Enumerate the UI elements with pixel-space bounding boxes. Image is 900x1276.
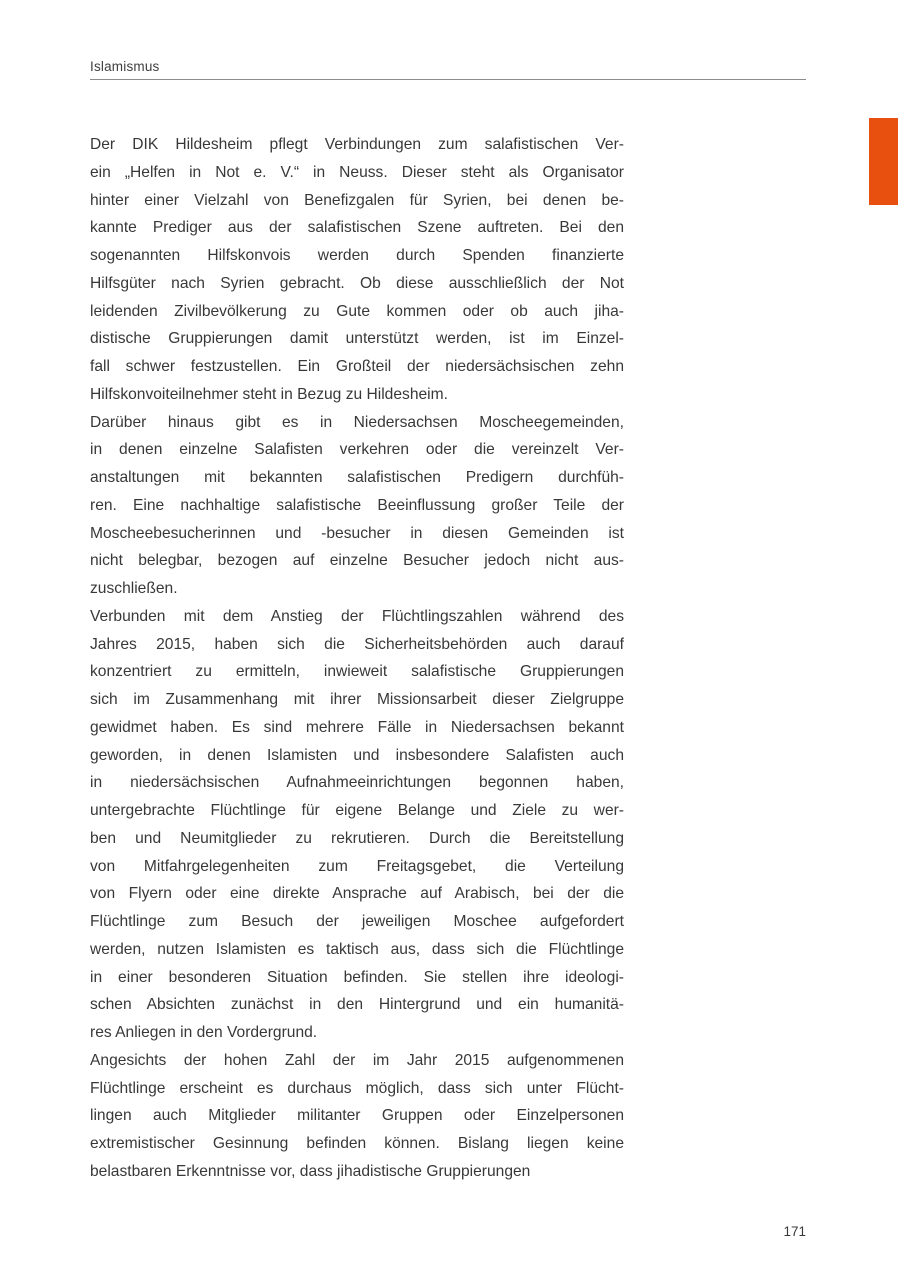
text-line: Verbunden mit dem Anstieg der Flüchtlingszahlen während des [90, 607, 624, 625]
text-line: von Flyern oder eine direkte Ansprache auf Arabisch, bei der die [90, 885, 624, 903]
chapter-tab-marker [869, 118, 898, 205]
text-line: Der DIK Hildesheim pflegt Verbindungen zum salafistischen Ver- [90, 136, 624, 153]
text-line: sich im Zusammenhang mit ihrer Missionsarbeit dieser Zielgruppe [90, 691, 624, 708]
text-line: hinter einer Vielzahl von Benefizgalen für Syrien, bei denen be- [90, 191, 624, 209]
text-line: ben und Neumitglieder zu rekrutieren. Durch die Bereitstellung [90, 829, 624, 847]
text-line: Moscheebesucherinnen und -besucher in diesen Gemeinden ist [90, 524, 624, 542]
running-header: Islamismus [90, 59, 160, 74]
text-line: belastbaren Erkenntnisse vor, dass jihadistische Gruppierungen [90, 1162, 531, 1180]
text-line: lingen auch Mitglieder militanter Gruppen oder Einzelpersonen [90, 1107, 624, 1125]
text-line: in denen einzelne Salafisten verkehren oder die vereinzelt Ver- [90, 441, 624, 459]
text-line: ren. Eine nachhaltige salafistische Beeinflussung großer Teile der [90, 496, 624, 514]
text-line: sogenannten Hilfskonvois werden durch Spenden finanzierte [90, 247, 624, 264]
text-line: distische Gruppierungen damit unterstützt werden, ist im Einzel- [90, 330, 624, 348]
paragraph [90, 1047, 624, 1186]
text-line: von Mitfahrgelegenheiten zum Freitagsgebet, die Verteilung [90, 857, 624, 875]
text-line: extremistischer Gesinnung befinden können. Bislang liegen keine [90, 1135, 624, 1152]
header-rule [90, 79, 806, 80]
text-line: Flüchtlinge zum Besuch der jeweiligen Moschee aufgefordert [90, 913, 624, 930]
text-line: ein „Helfen in Not e. V.“ in Neuss. Dieser steht als Organisator [90, 163, 624, 181]
text-line: anstaltungen mit bekannten salafistischen Predigern durchfüh- [90, 469, 624, 486]
text-line: konzentriert zu ermitteln, inwieweit salafistische Gruppierungen [90, 663, 624, 681]
text-line: geworden, in denen Islamisten und insbesondere Salafisten auch [90, 746, 624, 764]
text-line: Hilfskonvoiteilnehmer steht in Bezug zu Hildesheim. [90, 385, 448, 403]
text-line: Angesichts der hohen Zahl der im Jahr 2015 aufgenommenen [90, 1051, 624, 1069]
text-line: res Anliegen in den Vordergrund. [90, 1024, 318, 1041]
page-number: 171 [783, 1224, 806, 1239]
paragraph [90, 131, 624, 409]
text-line: schen Absichten zunächst in den Hintergrund und ein humanitä- [90, 996, 624, 1014]
text-line: in einer besonderen Situation befinden. Sie stellen ihre ideologi- [90, 968, 624, 986]
text-line: kannte Prediger aus der salafistischen Szene auftreten. Bei den [90, 219, 624, 237]
text-line: Jahres 2015, haben sich die Sicherheitsbehörden auch darauf [90, 635, 624, 653]
text-line: Darüber hinaus gibt es in Niedersachsen Moscheegemeinden, [90, 413, 624, 431]
text-line: werden, nutzen Islamisten es taktisch aus, dass sich die Flüchtlinge [90, 940, 624, 958]
text-line: gewidmet haben. Es sind mehrere Fälle in Niedersachsen bekannt [90, 718, 624, 736]
text-line: leidenden Zivilbevölkerung zu Gute kommen oder ob auch jiha- [90, 302, 624, 320]
body-text [90, 131, 624, 1186]
paragraph [90, 409, 624, 603]
text-line: zuschließen. [90, 580, 178, 597]
text-line: nicht belegbar, bezogen auf einzelne Besucher jedoch nicht aus- [90, 552, 624, 570]
text-line: fall schwer festzustellen. Ein Großteil der niedersächsischen zehn [90, 358, 624, 375]
paragraph [90, 603, 624, 1047]
text-line: Hilfsgüter nach Syrien gebracht. Ob diese ausschließlich der Not [90, 274, 624, 292]
text-line: in niedersächsischen Aufnahmeeinrichtungen begonnen haben, [90, 774, 624, 792]
text-line: untergebrachte Flüchtlinge für eigene Belange und Ziele zu wer- [90, 802, 624, 819]
text-line: Flüchtlinge erscheint es durchaus möglich, dass sich unter Flücht- [90, 1079, 624, 1097]
